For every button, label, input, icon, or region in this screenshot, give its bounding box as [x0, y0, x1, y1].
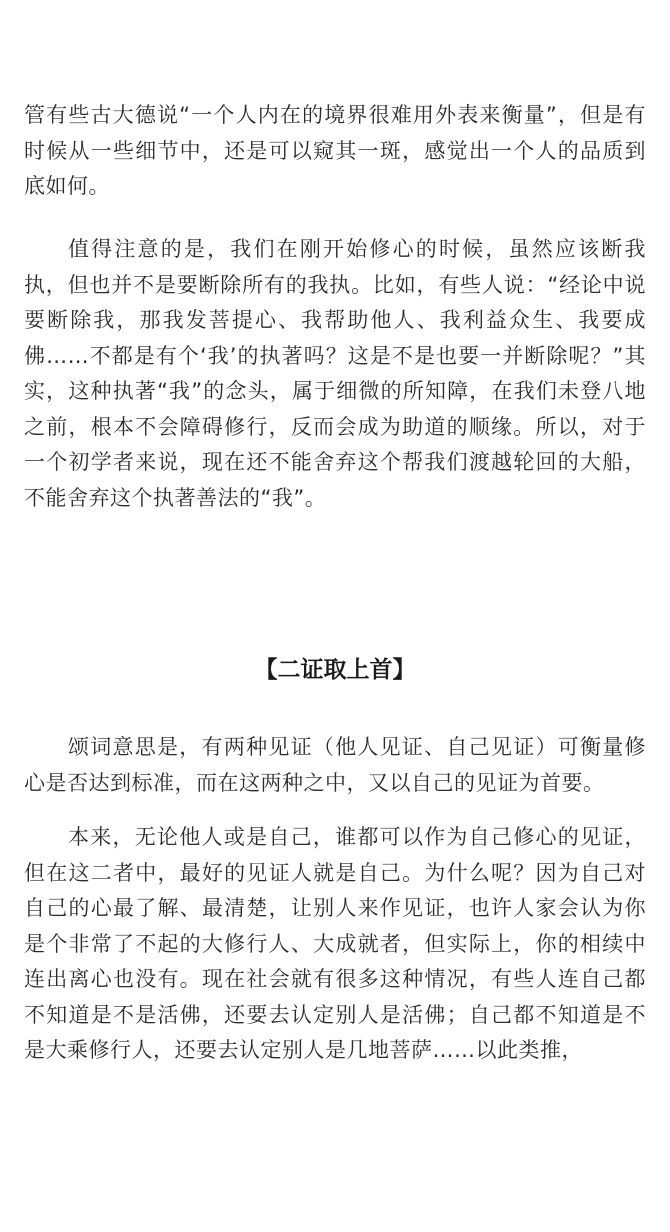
- paragraph-verse-meaning: 颂词意思是，有两种见证（他人见证、自己见证）可衡量修心是否达到标准，而在这两种之中，又以自己的见证为首要。: [24, 735, 646, 795]
- paragraph-continuation: 管有些古大德说“一个人内在的境界很难用外表来衡量”，但是有时候从一些细节中，还是可以窥其一斑，感觉出一个人的品质到底如何。: [24, 103, 646, 198]
- section-heading: 【二证取上首】: [254, 656, 416, 683]
- paragraph-self-attachment: 值得注意的是，我们在刚开始修心的时候，虽然应该断我执，但也并不是要断除所有的我执。比如，有些人说：“经论中说要断除我，那我发菩提心、我帮助他人、我利益众生、我要成佛……不都是有个‘我’的执著吗？这是不是也要一并断除呢？”其实，这种执著“我”的念头，属于细微的所知障，在我们未登八地之前，根本不会障碍修行，反而会成为助道的顺缘。所以，对于一个初学者来说，现在还不能舍弃这个帮我们渡越轮回的大船，不能舍弃这个执著善法的“我”。: [24, 237, 646, 510]
- paragraph-self-witness: 本来，无论他人或是自己，谁都可以作为自己修心的见证，但在这二者中，最好的见证人就是自己。为什么呢？因为自己对自己的心最了解、最清楚，让别人来作见证，也许人家会认为你是个非常了不起的大修行人、大成就者，但实际上，你的相续中连出离心也没有。现在社会就有很多这种情况，有些人连自己都不知道是不是活佛，还要去认定别人是活佛；自己都不知道是不是大乘修行人，还要去认定别人是几地菩萨……以此类推，: [24, 825, 646, 1062]
